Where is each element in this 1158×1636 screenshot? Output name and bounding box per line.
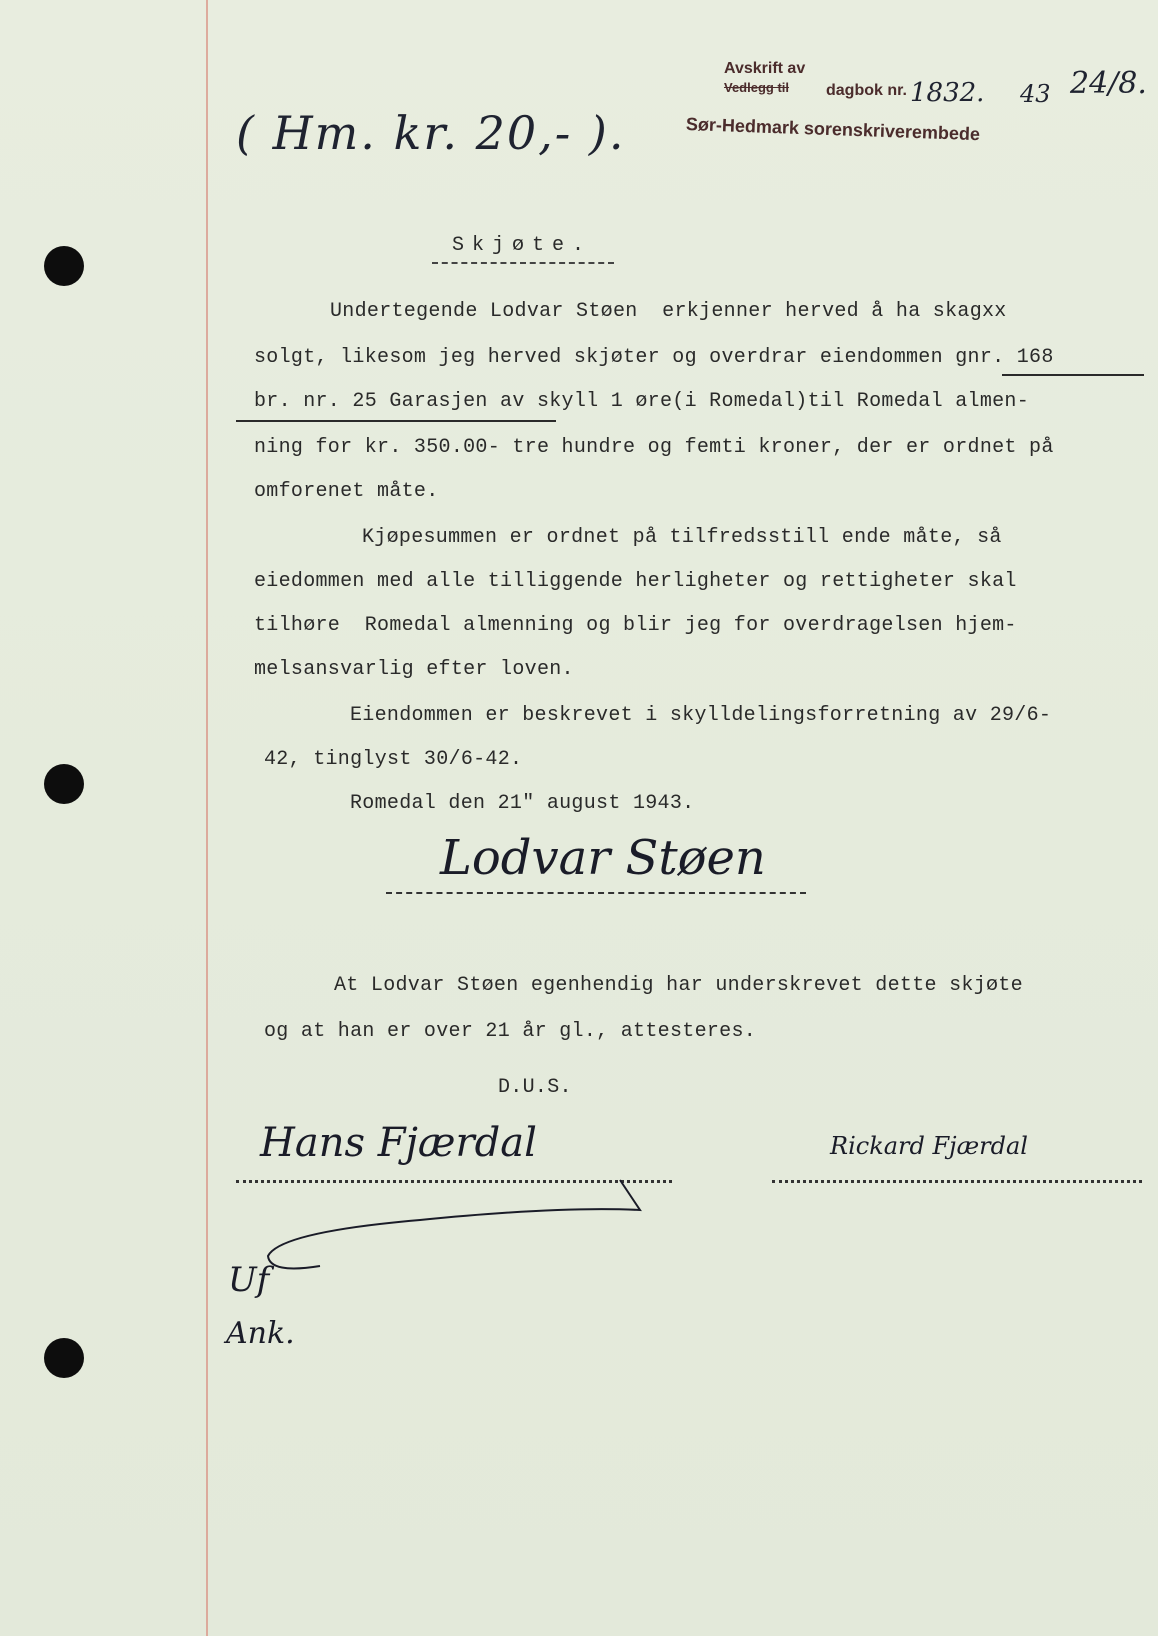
- body-line: melsansvarlig efter loven.: [254, 658, 574, 681]
- seller-signature-line: [386, 892, 806, 894]
- attestation-line: og at han er over 21 år gl., attesteres.: [264, 1020, 757, 1043]
- stamp-office: Sør-Hedmark sorenskriverembede: [685, 114, 981, 145]
- gnr-underline: [1002, 374, 1144, 376]
- witness-signature-left: Hans Fjærdal: [260, 1120, 537, 1166]
- punch-hole-bottom: [44, 1338, 84, 1378]
- seller-signature: Lodvar Støen: [440, 830, 766, 886]
- body-line: Eiendommen er beskrevet i skylldelingsforretning av 29/6-: [350, 704, 1052, 727]
- stamp-avskrift: Avskrift av: [724, 60, 806, 77]
- dagbok-number: 1832.: [910, 78, 985, 108]
- body-line: Kjøpesummen er ordnet på tilfredsstill ende måte, så: [362, 526, 1002, 549]
- document-title: Skjøte.: [452, 234, 593, 257]
- initials-line2: Ank.: [226, 1316, 295, 1351]
- punch-hole-middle: [44, 764, 84, 804]
- attestation-line: At Lodvar Støen egenhendig har underskrevet dette skjøte: [334, 974, 1023, 997]
- dagbok-date: 24/8.: [1070, 66, 1147, 101]
- punch-hole-top: [44, 246, 84, 286]
- dagbok-year: 43: [1020, 80, 1051, 108]
- initials-line1: Uf: [228, 1260, 270, 1300]
- stamp-dagbok-label: dagbok nr.: [826, 82, 907, 99]
- body-line: solgt, likesom jeg herved skjøter og overdrar eiendommen gnr. 168: [254, 346, 1054, 369]
- dus-line: D.U.S.: [498, 1076, 572, 1099]
- body-line: 42, tinglyst 30/6-42.: [264, 748, 523, 771]
- witness-signature-right: Rickard Fjærdal: [830, 1132, 1028, 1160]
- margin-line: [206, 0, 208, 1636]
- brnr-underline: [236, 420, 556, 422]
- body-line: br. nr. 25 Garasjen av skyll 1 øre(i Romedal)til Romedal almen-: [254, 390, 1030, 413]
- body-line: eiedommen med alle tilliggende herligheter og rettigheter skal: [254, 570, 1017, 593]
- body-line: tilhøre Romedal almenning og blir jeg for overdragelsen hjem-: [254, 614, 1017, 637]
- body-line: Undertegende Lodvar Støen erkjenner herved å ha skagxx: [330, 300, 1007, 323]
- fee-note: ( Hm. kr. 20,- ).: [236, 106, 626, 160]
- signature-flourish: [260, 1170, 660, 1280]
- body-line: ning for kr. 350.00- tre hundre og femti kroner, der er ordnet på: [254, 436, 1054, 459]
- title-underline: [432, 262, 614, 264]
- body-line: omforenet måte.: [254, 480, 439, 503]
- body-line: Romedal den 21" august 1943.: [350, 792, 695, 815]
- witness-dotted-line-right: [772, 1180, 1142, 1183]
- stamp-vedlegg-struck: Vedlegg til: [724, 80, 790, 95]
